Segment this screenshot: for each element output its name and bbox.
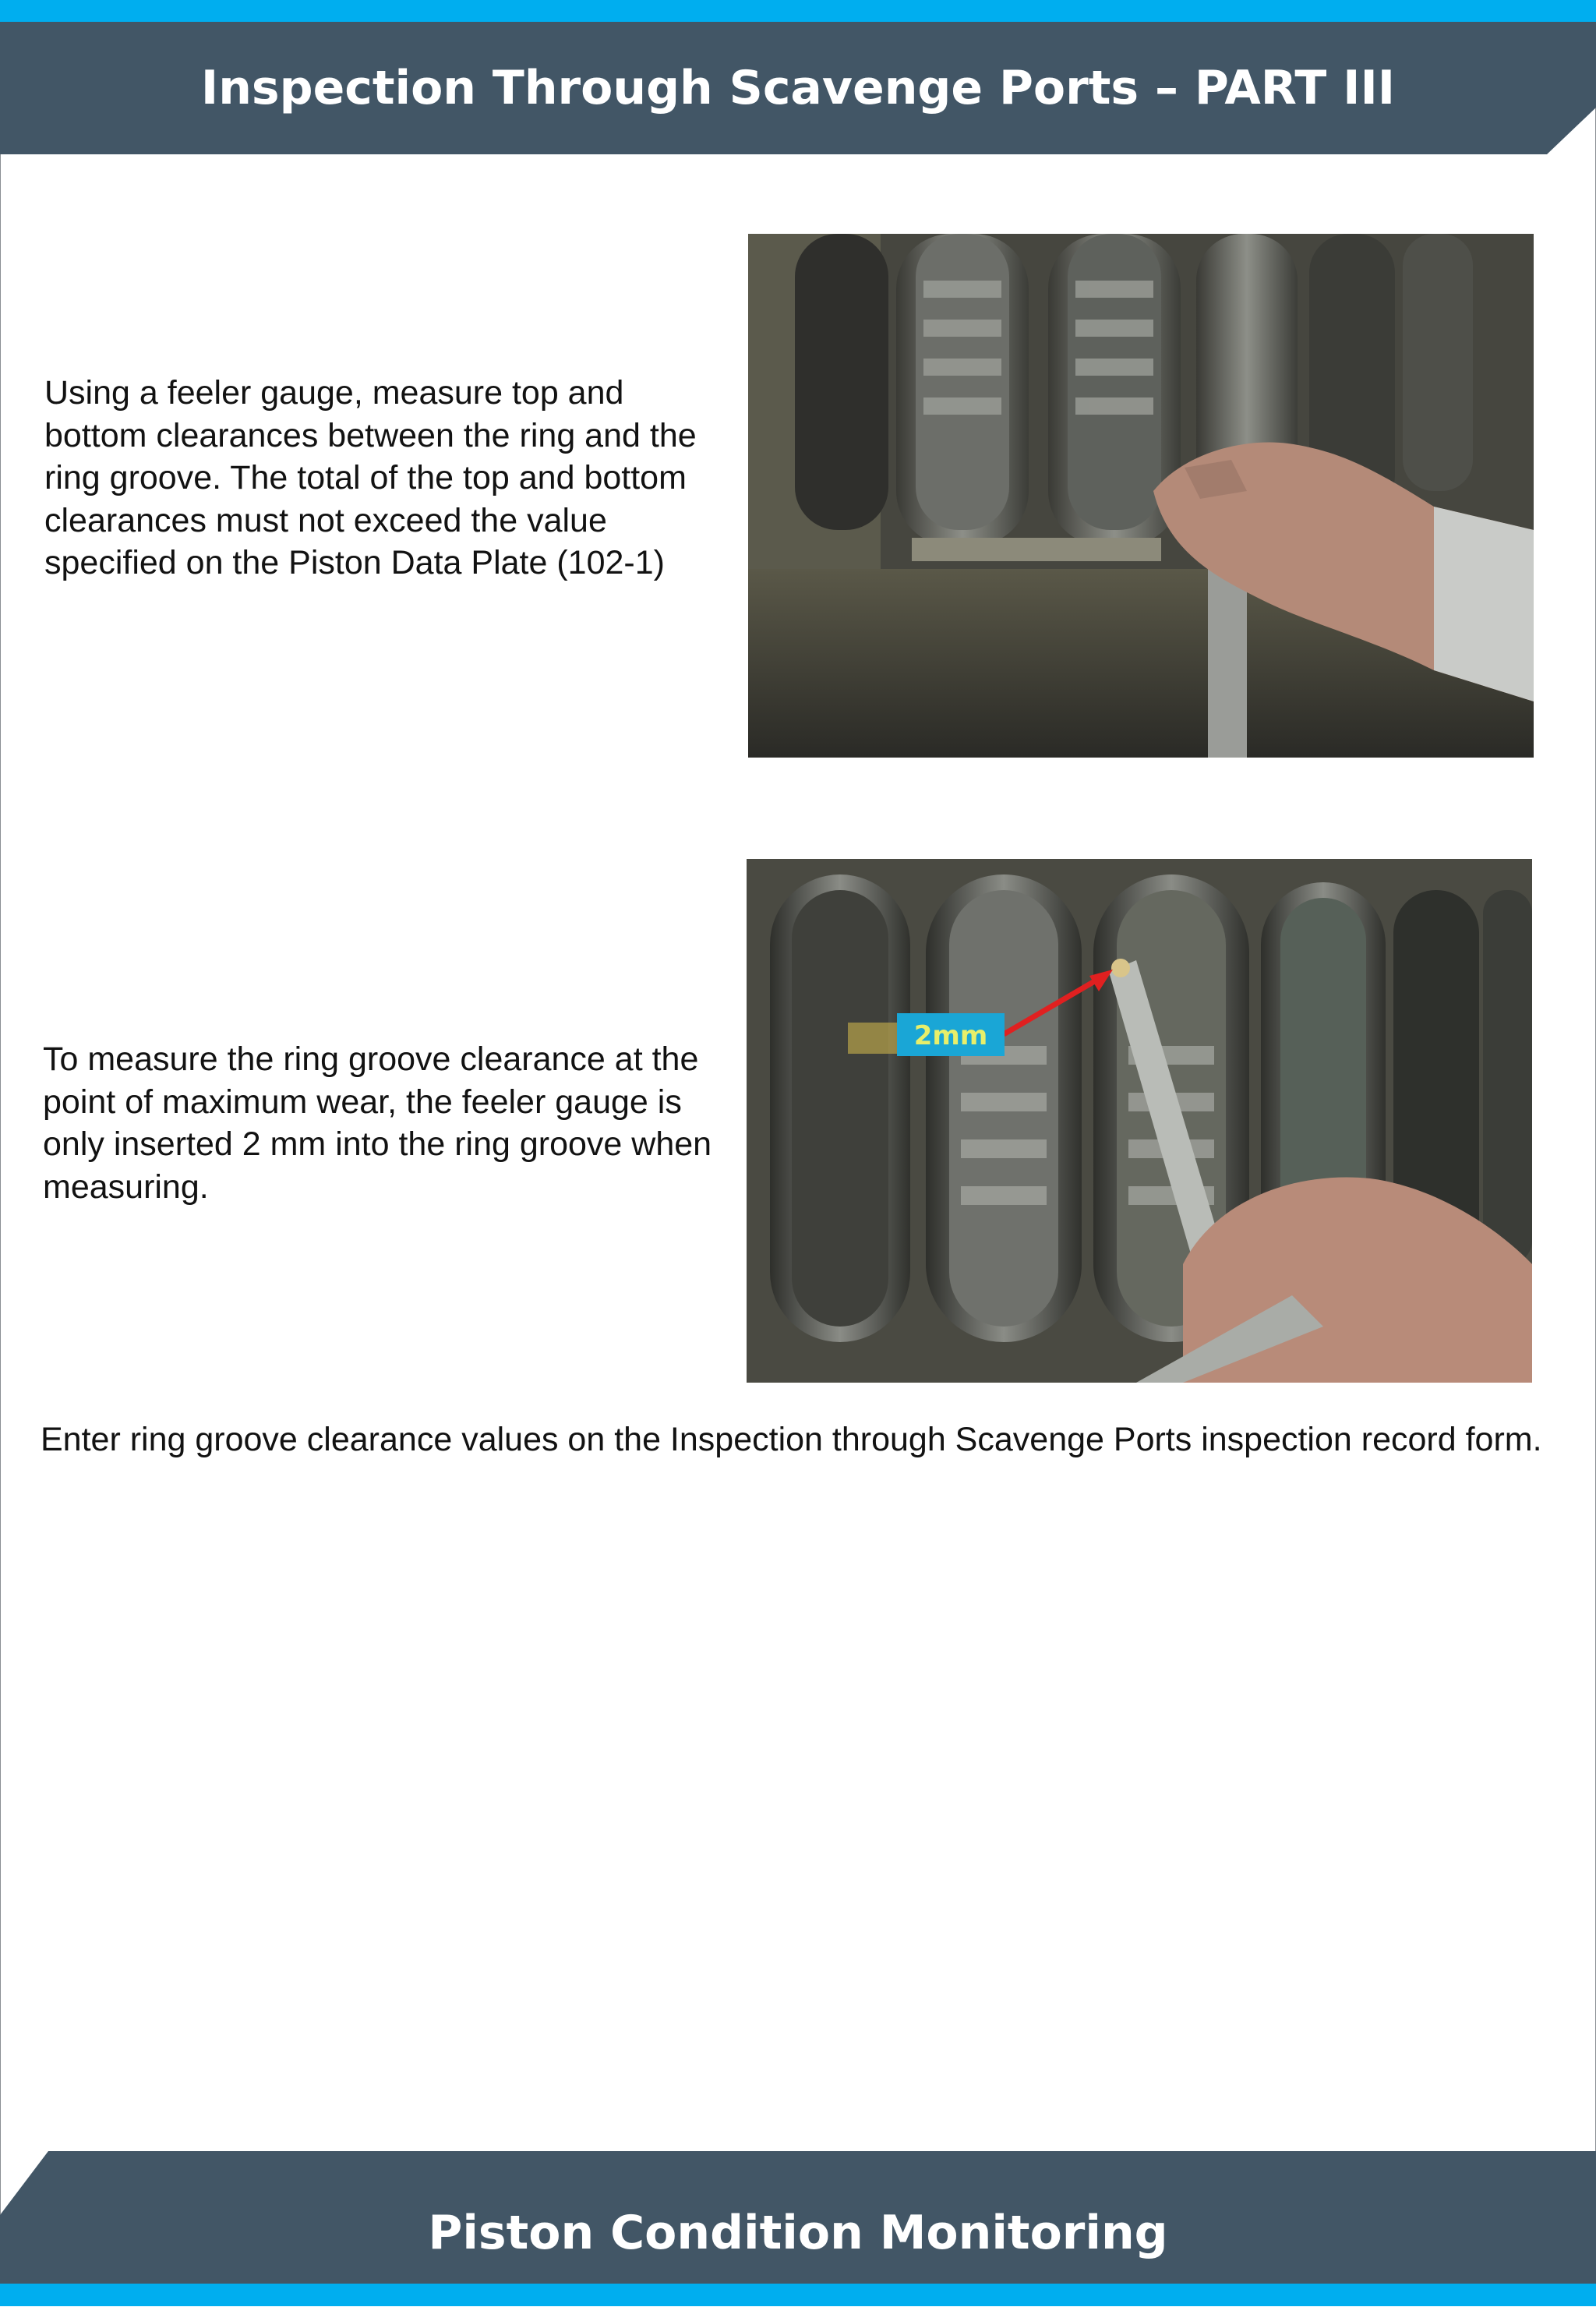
closing-instruction-text: Enter ring groove clearance values on the Inspection through Scavenge Ports inspection record form. — [41, 1421, 1542, 1458]
photo-2mm-insertion — [747, 859, 1532, 1383]
instruction-text-1: Using a feeler gauge, measure top and bottom clearances between the ring and the ring groove. The total of the top and bottom clearances must not exceed the value specified on the Piston Data Plate (102-1) — [44, 374, 697, 581]
photo-label-2mm: 2mm — [913, 1020, 988, 1051]
top-accent-stripe — [0, 0, 1596, 22]
bottom-accent-stripe — [0, 2284, 1596, 2306]
photo-feeler-gauge-image — [748, 234, 1534, 758]
footer-title: Piston Condition Monitoring — [428, 2206, 1168, 2260]
photo-2mm-insertion-image — [747, 859, 1532, 1383]
instruction-text-2: To measure the ring groove clearance at the point of maximum wear, the feeler gauge is only inserted 2 mm into the ring groove when measuring. — [43, 1040, 712, 1206]
page-title: Inspection Through Scavenge Ports – PART III — [200, 61, 1396, 115]
photo-feeler-gauge-measurement — [748, 234, 1534, 758]
